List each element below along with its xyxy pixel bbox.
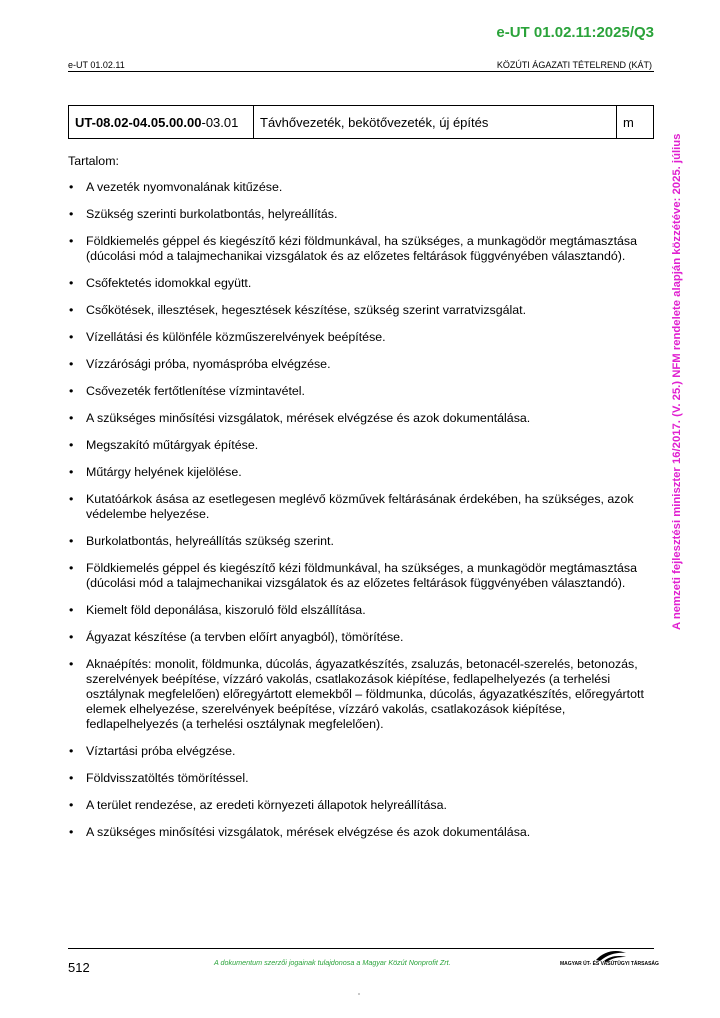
list-item: • Megszakító műtárgyak építése.	[68, 438, 654, 453]
content-title: Tartalom:	[68, 154, 119, 168]
publication-side-note: A nemzeti fejlesztési miniszter 16/2017. (V. 25.) NFM rendelete alapján közzétéve: 2025. július	[671, 133, 683, 630]
copyright-notice: A dokumentum szerzői jogainak tulajdonosa a Magyar Közút Nonprofit Zrt.	[214, 958, 451, 967]
list-item: • Csőkötések, illesztések, hegesztések készítése, szükség szerint varratvizsgálat.	[68, 303, 654, 318]
list-item: • Csőfektetés idomokkal együtt.	[68, 276, 654, 291]
list-item: • Műtárgy helyének kijelölése.	[68, 465, 654, 480]
item-header-table	[68, 105, 654, 139]
item-unit-cell: m	[617, 106, 654, 139]
item-header-row	[69, 106, 654, 139]
list-item: • Aknaépítés: monolit, földmunka, dúcolás, ágyazatkészítés, zsaluzás, betonacél-szerelés, betonozás, szerelvények beépítése, vízzáró vakolás, csatlakozások kiépítése, fedlapelhelyezés (a terhelési osztálynak megfelelően) előregyártott elemekből – földmunka, dúcolás, ágyazatkészítés, előregyártott elemek elhelyezése, szerelvények beépítése, vízzáró vakolás, csatlakozások kiépítése, fedlapelhelyezés (a terhelési osztálynak megfelelően).	[68, 657, 654, 732]
list-item: • Vízellátási és különféle közműszerelvények beépítése.	[68, 330, 654, 345]
list-item: • Csővezeték fertőtlenítése vízmintavétel.	[68, 384, 654, 399]
list-item: • Ágyazat készítése (a tervben előírt anyagból), tömörítése.	[68, 630, 654, 645]
list-item: • Burkolatbontás, helyreállítás szükség szerint.	[68, 534, 654, 549]
list-item: • Kutatóárkok ásása az esetlegesen meglévő közművek feltárásának érdekében, ha szükséges, azok védelembe helyezése.	[68, 492, 654, 522]
header-left-code: e-UT 01.02.11	[68, 60, 125, 70]
item-code-cell	[69, 106, 254, 139]
header-right-title: KÖZÚTI ÁGAZATI TÉTELREND (KÁT)	[496, 60, 652, 70]
list-item: • A szükséges minősítési vizsgálatok, mérések elvégzése és azok dokumentálása.	[68, 411, 654, 426]
list-item: • Vízzárósági próba, nyomáspróba elvégzése.	[68, 357, 654, 372]
page-number: 512	[68, 960, 90, 975]
document-code: e-UT 01.02.11:2025/Q3	[496, 24, 654, 41]
item-description-cell: Távhővezeték, bekötővezeték, új építés	[254, 106, 617, 139]
list-item: • Földkiemelés géppel és kiegészítő kézi földmunkával, ha szükséges, a munkagödör megtámasztása (dúcolási mód a talajmechanikai vizsgálatok és az előzetes feltárások függvényében választandó).	[68, 234, 654, 264]
item-code-suffix: -03.01	[201, 114, 239, 130]
content-list	[68, 180, 654, 840]
list-item: • A szükséges minősítési vizsgálatok, mérések elvégzése és azok dokumentálása.	[68, 825, 654, 840]
content-section	[68, 154, 654, 852]
list-item: • Víztartási próba elvégzése.	[68, 744, 654, 759]
header-divider	[68, 71, 654, 72]
logo-text: MAGYAR ÚT- ÉS VASÚTÜGYI TÁRSASÁG	[560, 961, 659, 967]
list-item: • A terület rendezése, az eredeti környezeti állapotok helyreállítása.	[68, 798, 654, 813]
society-logo	[560, 949, 659, 971]
page-mark	[358, 993, 360, 995]
list-item: • A vezeték nyomvonalának kitűzése.	[68, 180, 654, 195]
list-item: • Földkiemelés géppel és kiegészítő kézi földmunkával, ha szükséges, a munkagödör megtámasztása (dúcolási mód a talajmechanikai vizsgálatok és az előzetes feltárások függvényében választandó).	[68, 561, 654, 591]
list-item: • Földvisszatöltés tömörítéssel.	[68, 771, 654, 786]
item-code-main: UT-08.02-04.05.00.00	[75, 114, 202, 130]
list-item: • Szükség szerinti burkolatbontás, helyreállítás.	[68, 207, 654, 222]
list-item: • Kiemelt föld deponálása, kiszoruló föld elszállítása.	[68, 603, 654, 618]
